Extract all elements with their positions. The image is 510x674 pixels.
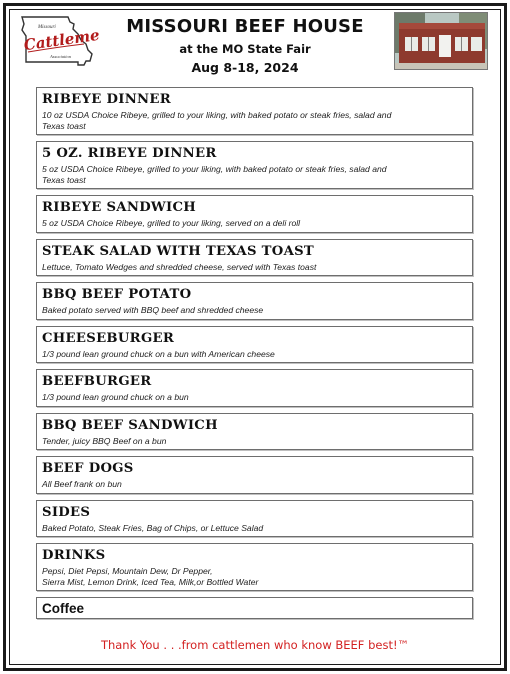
menu-item-description-line: 10 oz USDA Choice Ribeye, grilled to your liking, with baked potato or steak fries, salad and — [42, 110, 392, 120]
menu-item-description-line: Lettuce, Tomato Wedges and shredded cheese, served with Texas toast — [42, 261, 317, 272]
menu-item-description-line: All Beef frank on bun — [42, 479, 122, 489]
menu-item-description-line: 5 oz USDA Choice Ribeye, grilled to your liking, with baked potato or steak fries, salad and — [42, 164, 387, 174]
menu-item-name: RIBEYE SANDWICH — [42, 200, 197, 215]
menu-item-description-line: Sierra Mist, Lemon Drink, Iced Tea, Milk,or Bottled Water — [42, 576, 259, 587]
menu-item — [36, 326, 473, 364]
cattlemen-logo — [18, 14, 100, 68]
menu-item — [36, 413, 473, 451]
menu-item — [36, 500, 473, 538]
menu-item-description — [42, 305, 467, 316]
menu-item-description-line: 1/3 pound lean ground chuck on a bun with American cheese — [42, 348, 275, 359]
menu-item — [36, 195, 473, 233]
menu-item-description — [42, 436, 467, 447]
menu-item-description — [42, 566, 467, 587]
header — [110, 16, 380, 78]
menu-list — [36, 87, 473, 625]
menu-item-description — [42, 262, 467, 273]
menu-item-description — [42, 523, 467, 534]
menu-item-description-line: 5 oz USDA Choice Ribeye, grilled to your liking, served on a deli roll — [42, 218, 301, 228]
menu-item-description — [42, 392, 467, 403]
menu-item-name: BBQ BEEF POTATO — [42, 287, 192, 302]
logo-small-top: Missouri — [38, 25, 56, 30]
menu-item-name: SIDES — [42, 504, 91, 520]
menu-item — [36, 141, 473, 189]
menu-item-name: DRINKS — [42, 548, 106, 563]
menu-item — [36, 239, 473, 277]
page-title: MISSOURI BEEF HOUSE — [126, 16, 364, 37]
menu-item-description-line: Texas toast — [42, 120, 86, 131]
menu-item-name: STEAK SALAD WITH TEXAS TOAST — [42, 243, 315, 259]
beef-house-photo — [394, 12, 488, 70]
menu-item-description — [42, 218, 467, 229]
menu-item-description-line: Pepsi, Diet Pepsi, Mountain Dew, Dr Pepper, — [42, 566, 213, 576]
menu-item-name: BEEF DOGS — [42, 461, 134, 476]
menu-item-description — [42, 164, 467, 185]
menu-item-description — [42, 479, 467, 490]
menu-item-description-line: Baked potato served with BBQ beef and shredded cheese — [42, 305, 264, 315]
menu-item — [36, 456, 473, 494]
menu-item-name: Coffee — [42, 601, 85, 616]
page-subtitle: at the MO State Fair — [179, 42, 311, 56]
menu-item-name: CHEESEBURGER — [42, 330, 175, 346]
menu-item-name: BBQ BEEF SANDWICH — [42, 417, 218, 433]
event-dates: Aug 8-18, 2024 — [191, 60, 299, 75]
menu-item-description-line: 1/3 pound lean ground chuck on a bun — [42, 392, 189, 402]
footer-tagline: Thank You . . .from cattlemen who know BEEF best!™ — [100, 638, 410, 652]
menu-item — [36, 543, 473, 591]
menu-item-description-line: Tender, juicy BBQ Beef on a bun — [42, 435, 167, 446]
menu-item-description-line: Texas toast — [42, 174, 86, 185]
menu-item — [36, 87, 473, 135]
menu-item-coffee — [36, 597, 473, 619]
logo-small-bottom: Association — [50, 54, 71, 59]
menu-item-name: BEEFBURGER — [42, 374, 152, 389]
menu-item-name: 5 OZ. RIBEYE DINNER — [42, 146, 217, 161]
menu-item-description — [42, 110, 467, 131]
logo-brand: Cattlemen — [22, 24, 100, 55]
menu-item-name: RIBEYE DINNER — [42, 92, 172, 107]
menu-item — [36, 369, 473, 407]
menu-item — [36, 282, 473, 320]
menu-item-description-line: Baked Potato, Steak Fries, Bag of Chips, or Lettuce Salad — [42, 522, 264, 533]
menu-item-description — [42, 349, 467, 360]
